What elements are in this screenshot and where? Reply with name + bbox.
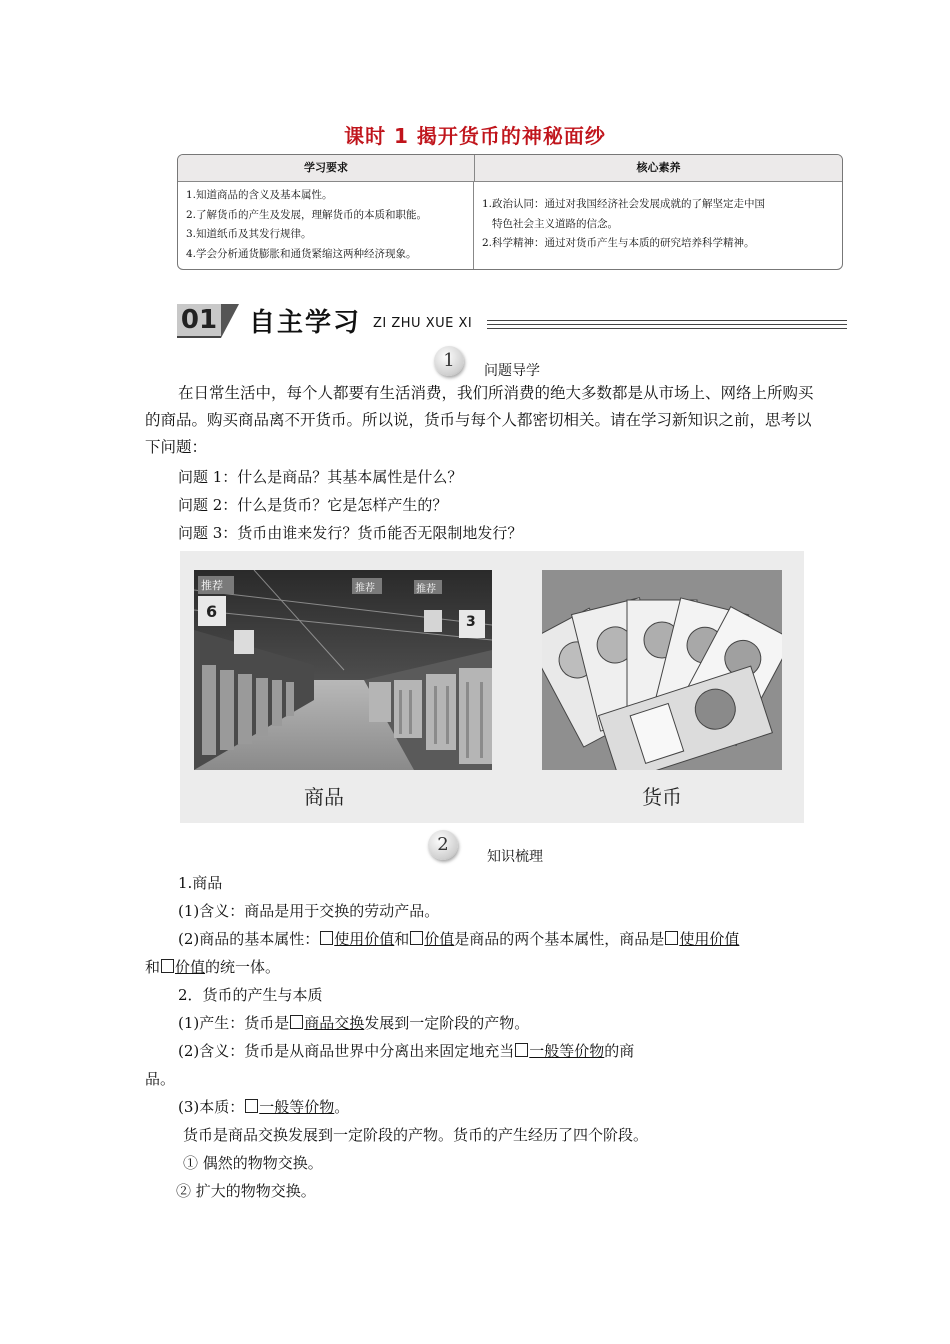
caption-commodity: 商品 — [304, 785, 344, 809]
circle-number-2-icon: 2 — [428, 830, 458, 860]
learning-requirements-list — [178, 182, 474, 270]
currency-essence: (3)本质： 一般等价物。 — [178, 1098, 350, 1116]
price-tag-text: 6 — [206, 602, 218, 621]
answer-box-icon — [320, 931, 333, 945]
stage-1: ① 偶然的物物交换。 — [183, 1154, 323, 1172]
currency-meaning-cont: 品。 — [145, 1070, 176, 1088]
answer-box-icon — [245, 1099, 258, 1113]
section-title: 自主学习 — [249, 308, 362, 338]
answer-box-icon — [515, 1043, 528, 1057]
heading-commodity: 1.商品 — [178, 874, 223, 892]
sign-text: 推荐 — [355, 583, 375, 594]
answer-box-icon — [290, 1015, 303, 1029]
currency-origin: (1)产生：货币是 商品交换发展到一定阶段的产物。 — [178, 1014, 530, 1032]
requirement-item: 1.知道商品的含义及基本属性。 — [186, 189, 333, 201]
answer-box-icon — [410, 931, 423, 945]
stage-2: ② 扩大的物物交换。 — [176, 1182, 316, 1200]
requirements-table-header — [178, 155, 842, 182]
section-rule-lines — [487, 320, 847, 332]
literacy-item: 特色社会主义道路的信念。 — [492, 217, 618, 230]
literacy-item: 2.科学精神：通过对货币产生与本质的研究培养科学精神。 — [482, 237, 755, 249]
price-tag-text: 3 — [466, 614, 476, 630]
question-guide-label: 问题导学 — [484, 363, 540, 379]
section-pinyin: ZI ZHU XUE XI — [373, 316, 473, 331]
question-3: 问题 3：货币由谁来发行？货币能否无限制地发行？ — [178, 524, 523, 542]
requirement-item: 4.学会分析通货膨胀和通货紧缩这两种经济现象。 — [186, 247, 417, 260]
intro-paragraph: 在日常生活中，每个人都要有生活消费，我们所消费的绝大多数都是从市场上、网络上所购买的商品。购买商品离不开货币。所以说，货币与每个人都密切相关。请在学习新知识之前，思考以下问题： — [145, 384, 814, 456]
commodity-attributes: (2)商品的基本属性： 使用价值和 价值是商品的两个基本属性，商品是 使用价值 — [178, 930, 740, 948]
header-core-literacy: 核心素养 — [636, 161, 681, 174]
supermarket-photo — [194, 570, 492, 770]
knowledge-summary-label: 知识梳理 — [487, 849, 543, 865]
sign-text: 推荐 — [416, 584, 436, 595]
header-learning-requirements: 学习要求 — [178, 155, 475, 181]
section-slash-decoration — [221, 304, 239, 338]
section-header — [177, 300, 847, 342]
circle-number-1-icon: 1 — [434, 346, 464, 376]
sign-text: 推荐 — [201, 579, 223, 592]
question-2: 问题 2：什么是货币？它是怎样产生的？ — [178, 496, 448, 514]
answer-box-icon — [665, 931, 678, 945]
currency-meaning: (2)含义：货币是从商品世界中分离出来固定地充当 一般等价物的商 — [178, 1042, 635, 1060]
caption-currency: 货币 — [642, 785, 682, 809]
section-number: 01 — [177, 304, 221, 338]
currency-stages-intro: 货币是商品交换发展到一定阶段的产物。货币的产生经历了四个阶段。 — [183, 1126, 649, 1144]
question-1: 问题 1：什么是商品？其基本属性是什么？ — [178, 468, 463, 486]
commodity-attributes-cont: 和 价值的统一体。 — [145, 958, 281, 976]
commodity-definition: (1)含义：商品是用于交换的劳动产品。 — [178, 902, 440, 920]
answer-box-icon — [161, 959, 174, 973]
literacy-item: 1.政治认同：通过对我国经济社会发展成就的了解坚定走中国 — [482, 198, 766, 210]
requirement-item: 2.了解货币的产生及发展，理解货币的本质和职能。 — [186, 208, 428, 221]
requirement-item: 3.知道纸币及其发行规律。 — [186, 228, 312, 240]
core-literacy-list — [474, 182, 842, 270]
requirements-table — [177, 154, 843, 270]
banknotes-photo — [542, 570, 782, 770]
illustration-panel — [180, 551, 804, 823]
heading-currency: 2．货币的产生与本质 — [178, 986, 323, 1004]
lesson-title: 课时 1 揭开货币的神秘面纱 — [344, 124, 606, 148]
